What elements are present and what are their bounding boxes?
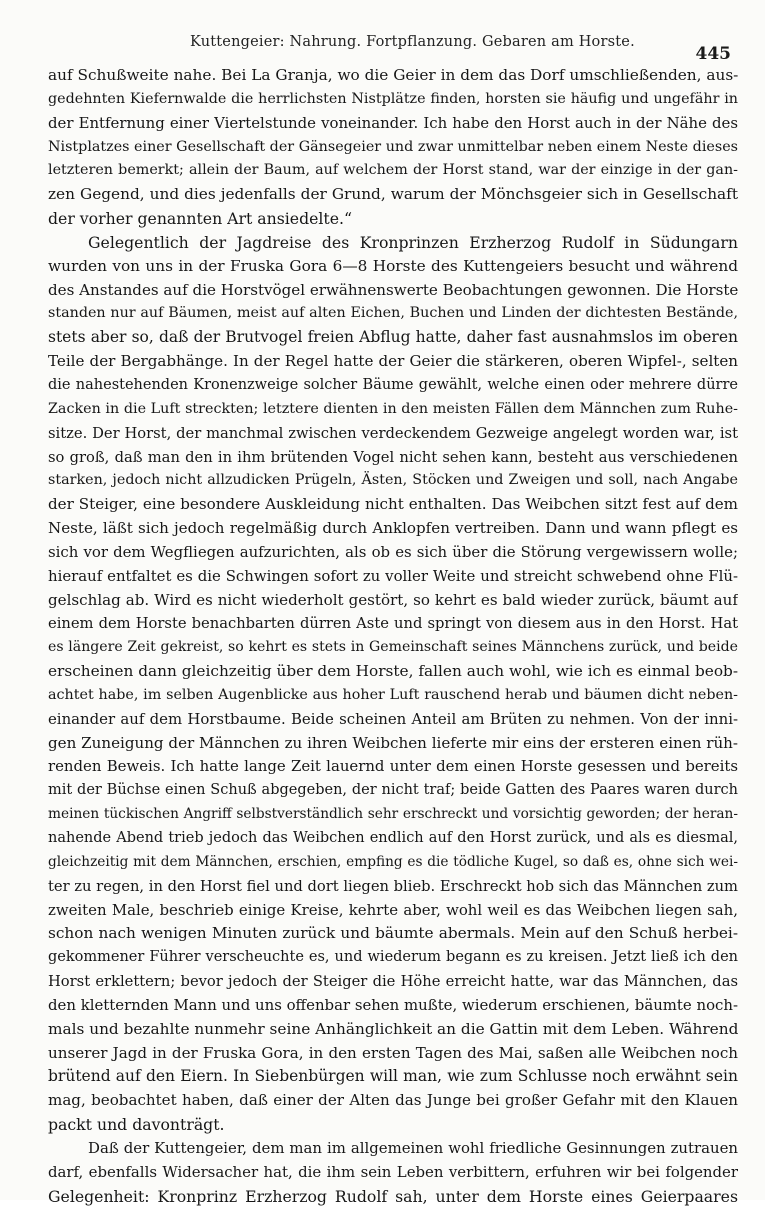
text-line: einem dem Horste benachbarten dürren Aste und springt von diesem aus in den Horst. Hat	[48, 615, 738, 633]
text-line: gleichzeitig mit dem Männchen, erschien, empfing es die tödliche Kugel, so daß es, ohne sich wei-	[48, 853, 738, 870]
text-line: sich vor dem Wegfliegen aufzurichten, als ob es sich über die Störung vergewissern wolle;	[48, 542, 738, 561]
text-line: zen Gegend, und dies jedenfalls der Grund, warum der Mönchsgeier sich in Gesellschaft	[48, 185, 738, 204]
text-line: Gelegenheit: Kronprinz Erzherzog Rudolf sah, unter dem Horste eines Geierpaares	[48, 1186, 738, 1206]
text-line: erscheinen dann gleichzeitig über dem Horste, fallen auch wohl, wie ich es einmal beob-	[48, 662, 738, 681]
text-line: so groß, daß man den in ihm brütenden Vogel nicht sehen kann, besteht aus verschiedenen	[48, 448, 738, 466]
text-line: packt und davonträgt.	[48, 1115, 225, 1135]
text-line: mag, beobachtet haben, daß einer der Alten das Junge bei großer Gefahr mit den Klauen	[48, 1091, 738, 1110]
text-line: ter zu regen, in den Horst fiel und dort liegen blieb. Erschreckt hob sich das Männchen zum	[48, 877, 738, 895]
text-line: gekommener Führer verscheuchte es, und wiederum begann es zu kreisen. Jetzt ließ ich den	[48, 949, 738, 966]
text-line: Horst erklettern; bevor jedoch der Steiger die Höhe erreicht hatte, war das Männchen, das	[48, 973, 738, 991]
text-line: stets aber so, daß der Brutvogel freien Abflug hatte, daher fast ausnahmslos im oberen	[48, 328, 738, 347]
text-line: Gelegentlich der Jagdreise des Kronprinzen Erzherzog Rudolf in Südungarn	[88, 232, 738, 252]
text-line: es längere Zeit gekreist, so kehrt es stets in Gemeinschaft seines Männchens zurück, und beide	[48, 639, 738, 656]
text-line: die nahestehenden Kronenzweige solcher Bäume gewählt, welche einen oder mehrere dürre	[48, 376, 738, 393]
text-line: Teile der Bergabhänge. In der Regel hatte der Geier die stärkeren, oberen Wipfel-, selten	[48, 352, 738, 371]
text-line: sitze. Der Horst, der manchmal zwischen verdeckendem Gezweige angelegt worden war, ist	[48, 424, 738, 442]
text-line: renden Beweis. Ich hatte lange Zeit lauernd unter dem einen Horste gesessen und bereits	[48, 757, 738, 776]
text-line: unserer Jagd in der Fruska Gora, in den ersten Tagen des Mai, saßen alle Weibchen noch	[48, 1043, 738, 1062]
text-line: standen nur auf Bäumen, meist auf alten Eichen, Buchen und Linden der dichtesten Bestände,	[48, 305, 738, 322]
text-line: mit der Büchse einen Schuß abgegeben, der nicht traf; beide Gatten des Paares waren durch	[48, 782, 738, 799]
text-line: gedehnten Kiefernwalde die herrlichsten Nistplätze finden, horsten sie häufig und ungefähr in	[48, 90, 738, 107]
text-line: den kletternden Mann und uns offenbar sehen mußte, wiederum erschienen, bäumte noch-	[48, 995, 738, 1014]
text-line: nahende Abend trieb jedoch das Weibchen endlich auf den Horst zurück, und als es diesmal,	[48, 830, 738, 846]
text-line: auf Schußweite nahe. Bei La Granja, wo die Geier in dem das Dorf umschließenden, aus-	[48, 66, 738, 84]
text-line: Nistplatzes einer Gesellschaft der Gänsegeier und zwar unmittelbar neben einem Neste dieses	[48, 138, 738, 155]
text-line: gelschlag ab. Wird es nicht wiederholt gestört, so kehrt es bald wieder zurück, bäumt auf	[48, 590, 738, 609]
text-line: der Entfernung einer Viertelstunde voneinander. Ich habe den Horst auch in der Nähe des	[48, 113, 738, 132]
text-line: darf, ebenfalls Widersacher hat, die ihm sein Leben verbittern, erfuhren wir bei folgender	[48, 1162, 738, 1181]
text-line: achtet habe, im selben Augenblicke aus hoher Luft rauschend herab und bäumen dicht neben-	[48, 686, 738, 703]
text-line: zweiten Male, beschrieb einige Kreise, kehrte aber, wohl weil es das Weibchen liegen sah,	[48, 900, 738, 919]
page-number: 445	[695, 44, 731, 64]
text-line: starken, jedoch nicht allzudicken Prügeln, Ästen, Stöcken und Zweigen und soll, nach Angabe	[48, 472, 738, 489]
running-head: Kuttengeier: Nahrung. Fortpflanzung. Gebaren am Horste.	[190, 34, 635, 50]
text-line: Daß der Kuttengeier, dem man im allgemeinen wohl friedliche Gesinnungen zutrauen	[88, 1138, 738, 1157]
text-line: brütend auf den Eiern. In Siebenbürgen will man, wie zum Schlusse noch erwähnt sein	[48, 1067, 738, 1086]
text-line: mals und bezahlte nunmehr seine Anhänglichkeit an die Gattin mit dem Leben. Während	[48, 1019, 738, 1038]
text-line: Neste, läßt sich jedoch regelmäßig durch Anklopfen vertreiben. Dann und wann pflegt es	[48, 519, 738, 538]
text-line: der vorher genannten Art ansiedelte.“	[48, 209, 353, 229]
text-line: meinen tückischen Angriff selbstverständlich sehr erschreckt und vorsichtig geworden; der heran-	[48, 806, 738, 823]
text-line: letzteren bemerkt; allein der Baum, auf welchem der Horst stand, war der einzige in der gan-	[48, 162, 738, 179]
text-line: hierauf entfaltet es die Schwingen sofort zu voller Weite und streicht schwebend ohne Flü-	[48, 566, 738, 585]
text-line: schon nach wenigen Minuten zurück und bäumte abermals. Mein auf den Schuß herbei-	[48, 924, 738, 943]
text-line: einander auf dem Horstbaume. Beide scheinen Anteil am Brüten zu nehmen. Von der inni-	[48, 709, 738, 728]
text-line: der Steiger, eine besondere Auskleidung nicht enthalten. Das Weibchen sitzt fest auf dem	[48, 495, 738, 514]
text-line: wurden von uns in der Fruska Gora 6—8 Horste des Kuttengeiers besucht und während	[48, 256, 738, 275]
text-line: des Anstandes auf die Horstvögel erwähnenswerte Beobachtungen gewonnen. Die Horste	[48, 280, 738, 299]
text-line: Zacken in die Luft streckten; letztere dienten in den meisten Fällen dem Männchen zum Ruhe-	[48, 400, 738, 417]
text-line: gen Zuneigung der Männchen zu ihren Weibchen lieferte mir eins der ersteren einen rüh-	[48, 733, 738, 752]
body-text	[48, 64, 738, 1209]
